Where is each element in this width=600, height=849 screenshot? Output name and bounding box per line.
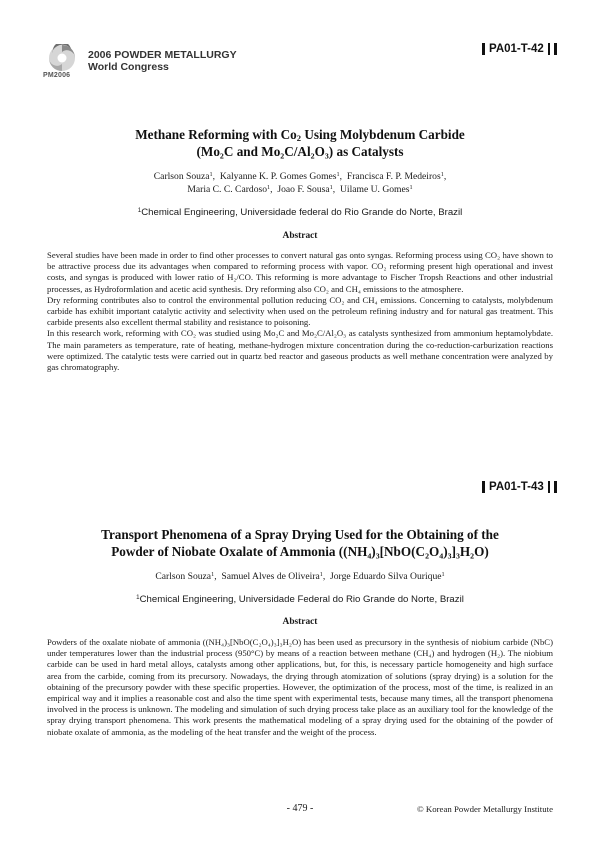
- affiliation: $^1$Chemical Engineering, Universidade Federal do Rio Grande do Norte, Brazil: [136, 594, 464, 605]
- tag-bar-icon: [554, 43, 557, 55]
- title-line: Methane Reforming with $Co_2$ Using Molybdenum Carbide: [135, 127, 465, 143]
- author-name: Carlson Souza: [153, 171, 210, 182]
- tag-bar-icon: [554, 481, 557, 493]
- copyright-notice: © Korean Powder Metallurgy Institute: [416, 804, 553, 814]
- paper-code: PA01-T-42: [489, 43, 544, 55]
- author-line: Carlson Souza$^1$, Kalyanne K. P. Gomes Gomes$^1$, Francisca F. P. Medeiros$^1$,: [153, 171, 447, 182]
- paper-title: [40, 526, 560, 560]
- logo-caption: PM2006: [43, 72, 71, 79]
- paper-title: [40, 126, 560, 160]
- abstract-paragraph: Dry reforming contributes also to control the environmental pollution reducing CO₂ and CH₄ emissions. Concerning to catalysts, molybdenum carbide has exhibit important catalytic activity and selectivity when used on the petroleum refining industry and for natural gas treatment. This carbide presents also excellent thermal stability and resistance to poisoning.: [47, 294, 553, 328]
- author-line: Carlson Souza$^1$, Samuel Alves de Oliveira$^1$, Jorge Eduardo Silva Ourique$^1$: [155, 571, 445, 582]
- paper-code-tag: [482, 43, 557, 55]
- paper-code-tag: [482, 481, 557, 493]
- author-name: Uilame U. Gomes: [339, 184, 410, 195]
- abstract-body: [47, 637, 553, 738]
- tag-bar-icon: [548, 481, 550, 493]
- author-name: Samuel Alves de Oliveira: [221, 571, 320, 582]
- page-number: - 479 -: [286, 803, 314, 814]
- author-list: [40, 170, 560, 196]
- conference-subtitle: World Congress: [88, 61, 169, 73]
- abstract-heading: Abstract: [282, 617, 318, 627]
- abstract-paragraph: Several studies have been made in order to find other processes to convert natural gas onto syngas. Reforming process using CO₂ have shown to be attractive process due its advantages when compared to reforming process with vapor. CO₂ reforming present high operational and invest costs, and syngas is produced with lower ratio of H₂/CO. This reforming is more advantage to Fischer Tropsh Reactions and other industrial processes, as Hydroformlation and acetic acid synthesis. Dry reforming also CO₂ and CH₄ emissions to the atmosphere.: [47, 250, 553, 294]
- tag-bar-icon: [482, 481, 485, 493]
- author-name: Maria C. C. Cardoso: [187, 184, 268, 195]
- author-name: Francisca F. P. Medeiros: [346, 171, 441, 182]
- abstract-paragraph: In this research work, reforming with CO₂ was studied using Mo₂C and Mo₂C/Al₂O₃ as catalysts synthesized from ammonium heptamolybdate. The main parameters as temperature, rate of heating, methane-hydrogen mixture concentration during the co-reduction-carburization reactions were optimized. The catalytic tests were carried out in quartz bed reactor and gaseous products as well methane concentration were analyzed by gas chromatography.: [47, 328, 553, 373]
- author-name: Jorge Eduardo Silva Ourique: [330, 571, 442, 582]
- title-line: Powder of Niobate Oxalate of Ammonia ((NH₄)₃[NbO(C₂O₄)₃]₃H₂O): [111, 544, 489, 559]
- abstract-paragraph: Powders of the oxalate niobate of ammonia ((NH₄)₃[NbO(C₂O₄)₃]₃H₂O) has been used as precursory in the synthesis of niobium carbide (NbC) under temperatures lower than the industrial process (950°C) by means of a reaction between methane (CH₄) and hydrogen (H₂). The niobium carbide can be used in hard metal alloys, catalysts among other applications, but, for this, is necessary particle homogeneity and high surface area from the carbide, coming from its precursory. Nowadays, the drying through atomization of solutions (spray drying) is a solution for the obtaining of the precursory powder with these specific properties. However, the optimization of the process, most of the time, is realized in an empirical way and it implies a reasonable cost and also the time spent with experimental tests, because many times, all the transport phenomena involved in the process is unknown. The modeling and simulation of such drying process take place as an auxiliary tool for the knowledge of the spray drying transport phenomena. This work presents the mathematical modeling of a spray drying used for the obtaining of the powder of niobate oxalate of ammonia, as the modeling of the heat transfer and the weight of the process.: [47, 637, 553, 737]
- title-line: (Mo₂C and Mo₂C/Al₂O₃) as Catalysts: [196, 144, 404, 159]
- tag-bar-icon: [548, 43, 550, 55]
- author-name: Carlson Souza: [155, 571, 212, 582]
- author-name: Joao F. Sousa: [277, 184, 330, 195]
- affiliation: $^1$Chemical Engineering, Universidade federal do Rio Grande do Norte, Brazil: [137, 207, 463, 218]
- abstract-body: [47, 250, 553, 373]
- tag-bar-icon: [482, 43, 485, 55]
- title-line: Transport Phenomena of a Spray Drying Used for the Obtaining of the: [101, 527, 499, 542]
- author-name: Kalyanne K. P. Gomes Gomes: [219, 171, 337, 182]
- author-line: Maria C. C. Cardoso$^1$, Joao F. Sousa$^1$, Uilame U. Gomes$^1$: [187, 184, 413, 195]
- abstract-heading: Abstract: [282, 231, 318, 241]
- author-list: [40, 570, 560, 583]
- conference-name: 2006 POWDER METALLURGY: [88, 49, 237, 61]
- paper-code: PA01-T-43: [489, 481, 544, 493]
